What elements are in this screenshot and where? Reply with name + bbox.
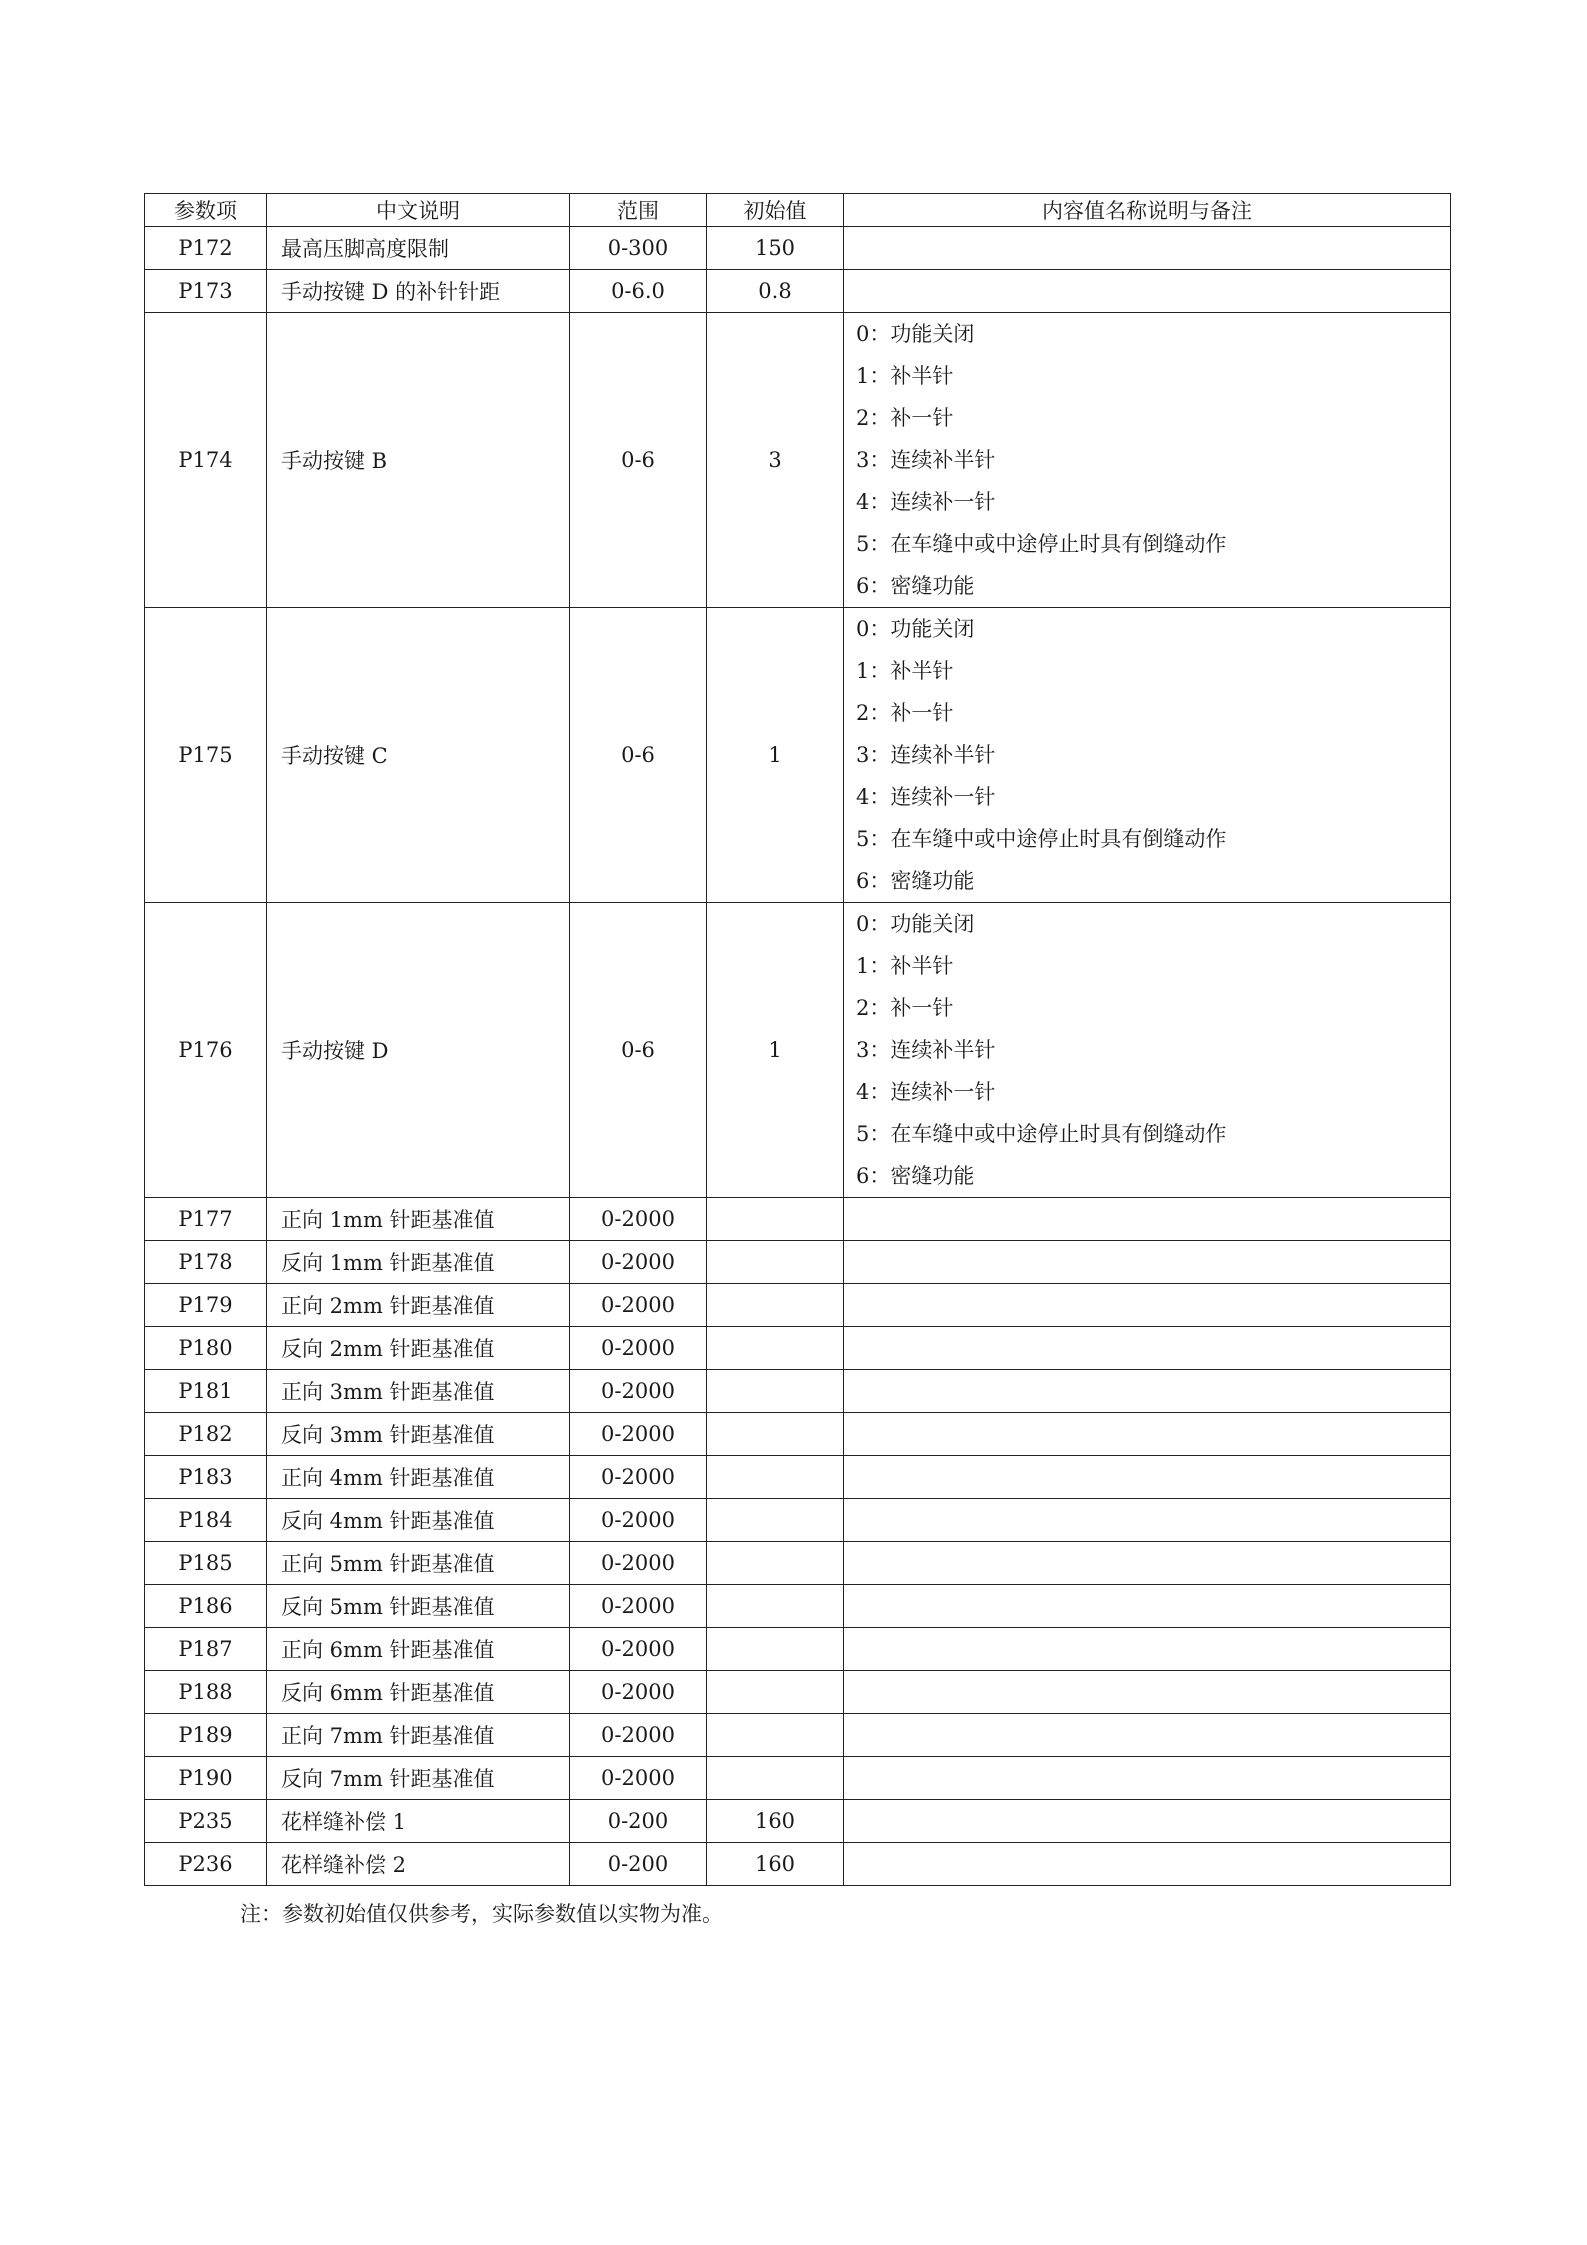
parameter-table [144, 193, 1451, 1886]
param-cell: P175 [145, 608, 267, 903]
option-item: 5：在车缝中或中途停止时具有倒缝动作 [856, 827, 1227, 851]
notes-cell [844, 1843, 1451, 1886]
param-cell: P180 [145, 1327, 267, 1370]
initial-value-cell: 160 [707, 1843, 844, 1886]
range-cell: 0-2000 [570, 1413, 707, 1456]
notes-cell [844, 1628, 1451, 1671]
option-item: 4：连续补一针 [856, 490, 996, 514]
notes-cell [844, 1499, 1451, 1542]
option-item: 3：连续补半针 [856, 1038, 996, 1062]
table-row [145, 1843, 1451, 1886]
param-cell: P186 [145, 1585, 267, 1628]
option-list [856, 313, 1450, 607]
table-row [145, 1370, 1451, 1413]
range-cell: 0-300 [570, 227, 707, 270]
notes-cell [844, 1671, 1451, 1714]
initial-value-cell [707, 1456, 844, 1499]
notes-cell [844, 1241, 1451, 1284]
param-cell: P182 [145, 1413, 267, 1456]
initial-value-cell: 150 [707, 227, 844, 270]
initial-value-cell [707, 1671, 844, 1714]
option-item: 4：连续补一针 [856, 785, 996, 809]
table-row [145, 270, 1451, 313]
param-cell: P183 [145, 1456, 267, 1499]
option-item: 2：补一针 [856, 701, 954, 725]
param-cell: P177 [145, 1198, 267, 1241]
description-cell: 正向 1mm 针距基准值 [267, 1198, 570, 1241]
header-notes: 内容值名称说明与备注 [844, 194, 1451, 227]
option-item: 6：密缝功能 [856, 869, 975, 893]
description-cell: 手动按键 D [267, 903, 570, 1198]
range-cell: 0-2000 [570, 1757, 707, 1800]
description-cell: 正向 6mm 针距基准值 [267, 1628, 570, 1671]
initial-value-cell [707, 1757, 844, 1800]
param-cell: P172 [145, 227, 267, 270]
table-row [145, 1671, 1451, 1714]
range-cell: 0-2000 [570, 1370, 707, 1413]
initial-value-cell [707, 1585, 844, 1628]
description-cell: 花样缝补偿 1 [267, 1800, 570, 1843]
option-item: 1：补半针 [856, 659, 954, 683]
option-item: 1：补半针 [856, 954, 954, 978]
table-row [145, 1628, 1451, 1671]
description-cell: 正向 2mm 针距基准值 [267, 1284, 570, 1327]
description-cell: 反向 1mm 针距基准值 [267, 1241, 570, 1284]
option-item: 4：连续补一针 [856, 1080, 996, 1104]
option-item: 5：在车缝中或中途停止时具有倒缝动作 [856, 532, 1227, 556]
option-item: 5：在车缝中或中途停止时具有倒缝动作 [856, 1122, 1227, 1146]
description-cell: 花样缝补偿 2 [267, 1843, 570, 1886]
param-cell: P188 [145, 1671, 267, 1714]
table-row [145, 1499, 1451, 1542]
initial-value-cell [707, 1542, 844, 1585]
table-row [145, 903, 1451, 1198]
table-row [145, 1757, 1451, 1800]
table-row [145, 608, 1451, 903]
initial-value-cell [707, 1284, 844, 1327]
param-cell: P236 [145, 1843, 267, 1886]
param-cell: P190 [145, 1757, 267, 1800]
range-cell: 0-2000 [570, 1671, 707, 1714]
initial-value-cell [707, 1628, 844, 1671]
header-description: 中文说明 [267, 194, 570, 227]
param-cell: P176 [145, 903, 267, 1198]
table-header-row [145, 194, 1451, 227]
param-cell: P178 [145, 1241, 267, 1284]
description-cell: 最高压脚高度限制 [267, 227, 570, 270]
description-cell: 正向 3mm 针距基准值 [267, 1370, 570, 1413]
range-cell: 0-2000 [570, 1241, 707, 1284]
range-cell: 0-6 [570, 313, 707, 608]
description-cell: 手动按键 B [267, 313, 570, 608]
initial-value-cell [707, 1370, 844, 1413]
footnote: 注：参数初始值仅供参考，实际参数值以实物为准。 [240, 1902, 723, 1926]
range-cell: 0-2000 [570, 1628, 707, 1671]
option-item: 2：补一针 [856, 996, 954, 1020]
notes-cell [844, 1284, 1451, 1327]
table-row [145, 1327, 1451, 1370]
description-cell: 手动按键 D 的补针针距 [267, 270, 570, 313]
notes-cell [844, 1542, 1451, 1585]
initial-value-cell: 160 [707, 1800, 844, 1843]
header-param: 参数项 [145, 194, 267, 227]
range-cell: 0-2000 [570, 1198, 707, 1241]
param-cell: P173 [145, 270, 267, 313]
param-cell: P174 [145, 313, 267, 608]
table-row [145, 1800, 1451, 1843]
initial-value-cell: 0.8 [707, 270, 844, 313]
range-cell: 0-200 [570, 1800, 707, 1843]
range-cell: 0-2000 [570, 1456, 707, 1499]
option-item: 2：补一针 [856, 406, 954, 430]
description-cell: 反向 3mm 针距基准值 [267, 1413, 570, 1456]
initial-value-cell [707, 1714, 844, 1757]
notes-cell [844, 1413, 1451, 1456]
range-cell: 0-2000 [570, 1585, 707, 1628]
range-cell: 0-2000 [570, 1542, 707, 1585]
table-row [145, 1241, 1451, 1284]
table-row [145, 1284, 1451, 1327]
notes-cell [844, 1370, 1451, 1413]
initial-value-cell: 1 [707, 608, 844, 903]
notes-cell [844, 1327, 1451, 1370]
header-range: 范围 [570, 194, 707, 227]
notes-cell [844, 1757, 1451, 1800]
description-cell: 反向 6mm 针距基准值 [267, 1671, 570, 1714]
initial-value-cell [707, 1499, 844, 1542]
initial-value-cell [707, 1241, 844, 1284]
option-item: 0：功能关闭 [856, 912, 975, 936]
range-cell: 0-6 [570, 903, 707, 1198]
option-item: 6：密缝功能 [856, 574, 975, 598]
header-initial-value: 初始值 [707, 194, 844, 227]
description-cell: 手动按键 C [267, 608, 570, 903]
initial-value-cell: 1 [707, 903, 844, 1198]
table-row [145, 1714, 1451, 1757]
range-cell: 0-2000 [570, 1714, 707, 1757]
notes-cell [844, 608, 1451, 903]
notes-cell [844, 1456, 1451, 1499]
notes-cell [844, 1714, 1451, 1757]
initial-value-cell [707, 1327, 844, 1370]
description-cell: 反向 4mm 针距基准值 [267, 1499, 570, 1542]
table-row [145, 1542, 1451, 1585]
description-cell: 反向 7mm 针距基准值 [267, 1757, 570, 1800]
table-row [145, 1198, 1451, 1241]
range-cell: 0-2000 [570, 1499, 707, 1542]
param-cell: P181 [145, 1370, 267, 1413]
option-item: 3：连续补半针 [856, 743, 996, 767]
option-list [856, 903, 1450, 1197]
table-row [145, 1585, 1451, 1628]
param-cell: P184 [145, 1499, 267, 1542]
notes-cell [844, 1800, 1451, 1843]
param-cell: P187 [145, 1628, 267, 1671]
option-item: 0：功能关闭 [856, 617, 975, 641]
description-cell: 反向 5mm 针距基准值 [267, 1585, 570, 1628]
description-cell: 正向 5mm 针距基准值 [267, 1542, 570, 1585]
param-cell: P185 [145, 1542, 267, 1585]
param-cell: P179 [145, 1284, 267, 1327]
initial-value-cell [707, 1198, 844, 1241]
range-cell: 0-6 [570, 608, 707, 903]
param-cell: P235 [145, 1800, 267, 1843]
description-cell: 正向 7mm 针距基准值 [267, 1714, 570, 1757]
option-list [856, 608, 1450, 902]
notes-cell [844, 270, 1451, 313]
range-cell: 0-6.0 [570, 270, 707, 313]
notes-cell [844, 227, 1451, 270]
notes-cell [844, 1585, 1451, 1628]
table-body [145, 227, 1451, 1886]
table-row [145, 1413, 1451, 1456]
initial-value-cell: 3 [707, 313, 844, 608]
initial-value-cell [707, 1413, 844, 1456]
table-row [145, 1456, 1451, 1499]
param-cell: P189 [145, 1714, 267, 1757]
option-item: 1：补半针 [856, 364, 954, 388]
notes-cell [844, 1198, 1451, 1241]
table-row [145, 227, 1451, 270]
range-cell: 0-2000 [570, 1327, 707, 1370]
range-cell: 0-200 [570, 1843, 707, 1886]
option-item: 6：密缝功能 [856, 1164, 975, 1188]
description-cell: 正向 4mm 针距基准值 [267, 1456, 570, 1499]
description-cell: 反向 2mm 针距基准值 [267, 1327, 570, 1370]
option-item: 0：功能关闭 [856, 322, 975, 346]
notes-cell [844, 903, 1451, 1198]
notes-cell [844, 313, 1451, 608]
option-item: 3：连续补半针 [856, 448, 996, 472]
table-row [145, 313, 1451, 608]
range-cell: 0-2000 [570, 1284, 707, 1327]
